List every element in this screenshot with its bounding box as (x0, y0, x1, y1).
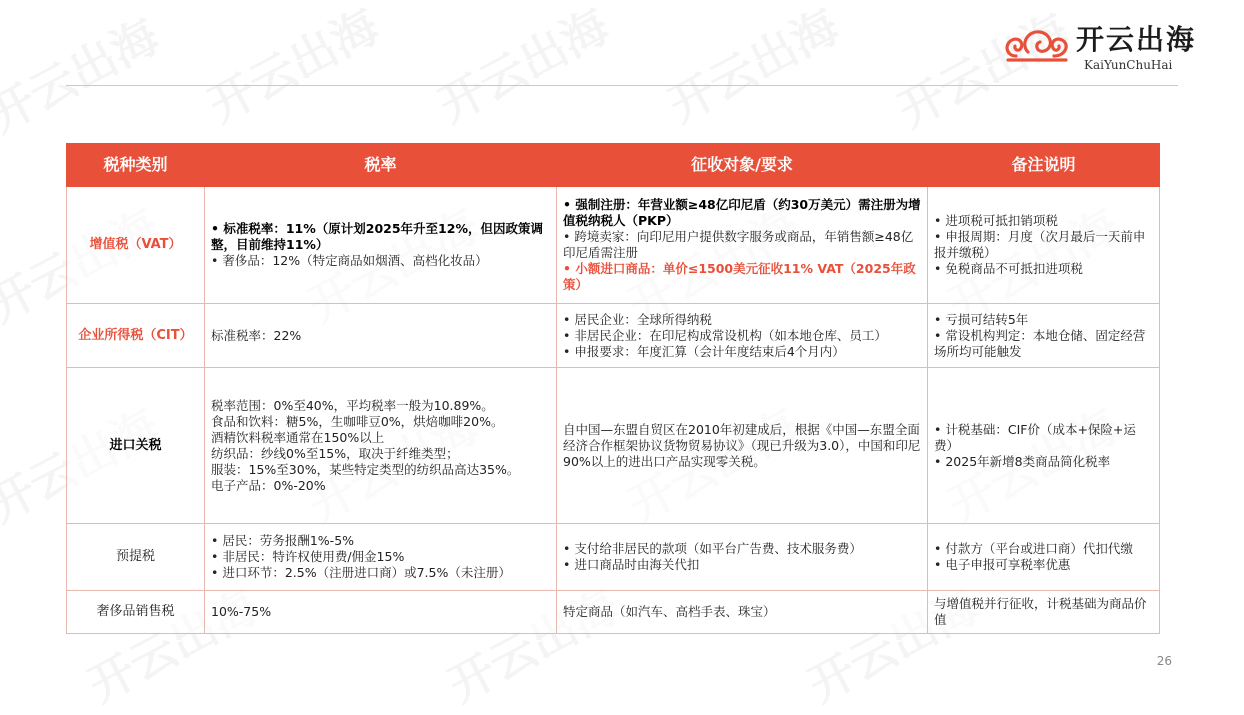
note-line: 与增值税并行征收，计税基础为商品价值 (934, 596, 1147, 627)
tax-category-cell: 奢侈品销售税 (67, 591, 205, 634)
requirements-cell (557, 187, 928, 304)
note-line: • 电子申报可享税率优惠 (934, 557, 1071, 572)
requirement-line: • 跨境卖家：向印尼用户提供数字服务或商品，年销售额≥48亿印尼盾需注册 (563, 229, 914, 260)
page-number: 26 (1156, 654, 1172, 668)
note-line: • 免税商品不可抵扣进项税 (934, 261, 1083, 276)
column-header-notes: 备注说明 (928, 144, 1160, 187)
brand-name-cn: 开云出海 (1076, 23, 1197, 56)
notes-cell (928, 591, 1160, 634)
requirement-line: • 申报要求：年度汇算（会计年度结束后4个月内） (563, 343, 845, 359)
requirement-line: • 非居民企业：在印尼构成常设机构（如本地仓库、员工） (563, 327, 887, 343)
rate-line: • 进口环节：2.5%（注册进口商）或7.5%（未注册） (211, 565, 511, 580)
brand-name-en: KaiYunChuHai (1084, 58, 1173, 72)
table-row (67, 187, 1160, 304)
requirements-cell (557, 368, 928, 524)
tax-rate-cell (205, 591, 557, 634)
rate-line: 税率范围：0%至40%，平均税率一般为10.89%。 (211, 397, 494, 413)
note-line: • 计税基础：CIF价（成本+保险+运费） (934, 421, 1136, 453)
notes-cell (928, 187, 1160, 304)
rate-line: 标准税率：22% (211, 327, 302, 343)
requirement-line: • 小额进口商品：单价≤1500美元征收11% VAT（2025年政策） (563, 261, 916, 292)
column-header-category: 税种类别 (67, 144, 205, 187)
requirement-line: 自中国—东盟自贸区在2010年初建成后，根据《中国—东盟全面经济合作框架协议货物贸易协议》（现已升级为3.0），中国和印尼90%以上的进出口产品实现零关税。 (563, 421, 921, 469)
requirement-line: 特定商品（如汽车、高档手表、珠宝） (563, 604, 776, 619)
note-line: • 申报周期：月度（次月最后一天前申报并缴税） (934, 229, 1146, 260)
table-header-row (67, 144, 1160, 187)
rate-line: • 标准税率：11%（原计划2025年升至12%，但因政策调整，目前维持11%） (211, 221, 543, 252)
requirements-cell (557, 524, 928, 591)
tax-rate-cell (205, 304, 557, 368)
header-divider (66, 85, 1178, 86)
table-row (67, 591, 1160, 634)
note-line: • 常设机构判定：本地仓储、固定经营场所均可能触发 (934, 327, 1146, 359)
rate-line: • 奢侈品：12%（特定商品如烟酒、高档化妆品） (211, 253, 488, 268)
tax-category-cell: 进口关税 (67, 368, 205, 524)
column-header-rate: 税率 (205, 144, 557, 187)
column-header-requirements: 征收对象/要求 (557, 144, 928, 187)
note-line: • 亏损可结转5年 (934, 311, 1029, 327)
tax-rate-cell (205, 524, 557, 591)
watermark (0, 1, 169, 146)
requirements-cell (557, 591, 928, 634)
rate-line: 服装：15%至30%，某些特定类型的纺织品高达35%。 (211, 461, 520, 477)
table-row (67, 304, 1160, 368)
requirement-line: • 强制注册：年营业额≥48亿印尼盾（约30万美元）需注册为增值税纳税人（PKP） (563, 197, 921, 228)
tax-category-cell: 企业所得税（CIT） (67, 304, 205, 368)
rate-line: 酒精饮料税率通常在150%以上 (211, 429, 385, 445)
tax-rate-cell (205, 368, 557, 524)
rate-line: • 非居民：特许权使用费/佣金15% (211, 549, 405, 564)
requirements-cell (557, 304, 928, 368)
rate-line: • 居民：劳务报酬1%-5% (211, 533, 355, 548)
note-line: • 进项税可抵扣销项税 (934, 213, 1058, 228)
watermark (425, 0, 618, 135)
tax-table (66, 143, 1160, 634)
watermark (655, 0, 848, 135)
table-row (67, 368, 1160, 524)
requirement-line: • 进口商品时由海关代扣 (563, 557, 700, 572)
tax-category-cell: 预提税 (67, 524, 205, 591)
tax-category-cell: 增值税（VAT） (67, 187, 205, 304)
notes-cell (928, 524, 1160, 591)
rate-line: 电子产品：0%-20% (211, 477, 326, 493)
watermark (195, 0, 388, 135)
cloud-swirl-icon (1002, 22, 1072, 66)
rate-line: 10%-75% (211, 604, 272, 619)
notes-cell (928, 304, 1160, 368)
table-row (67, 524, 1160, 591)
requirement-line: • 居民企业：全球所得纳税 (563, 311, 712, 327)
note-line: • 2025年新增8类商品简化税率 (934, 453, 1111, 469)
tax-rate-cell (205, 187, 557, 304)
rate-line: 食品和饮料：糖5%，生咖啡豆0%，烘焙咖啡20%。 (211, 413, 504, 429)
brand-logo (1002, 18, 1217, 78)
rate-line: 纺织品：纱线0%至15%，取决于纤维类型； (211, 445, 459, 461)
note-line: • 付款方（平台或进口商）代扣代缴 (934, 541, 1133, 556)
requirement-line: • 支付给非居民的款项（如平台广告费、技术服务费） (563, 541, 862, 556)
notes-cell (928, 368, 1160, 524)
